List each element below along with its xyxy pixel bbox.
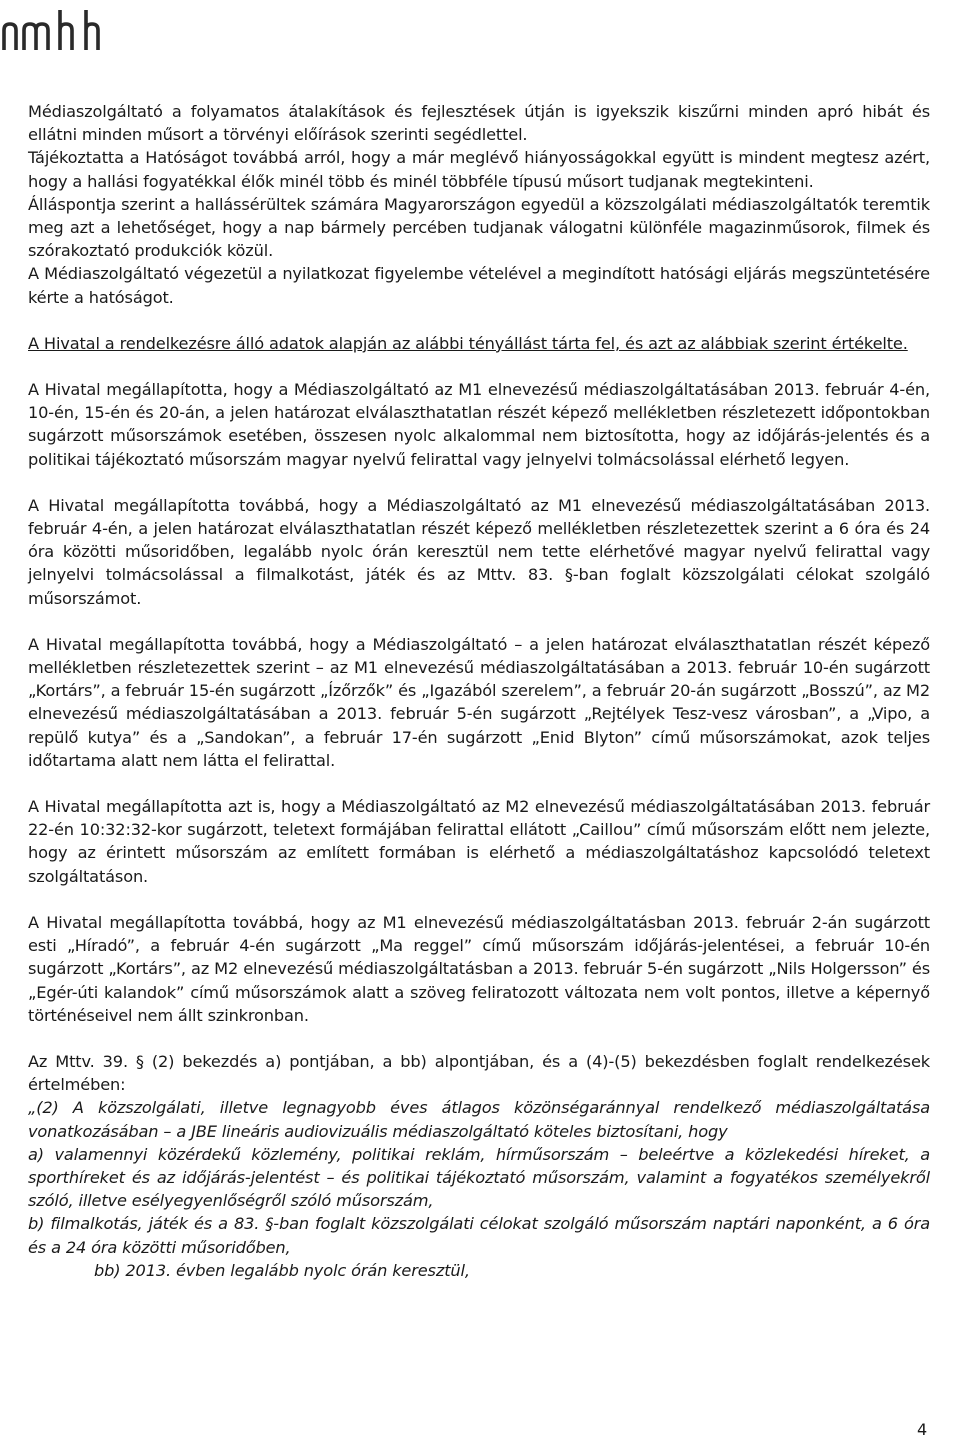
paragraph-1: Médiaszolgáltató a folyamatos átalakítások és fejlesztések útján is igyekszik kiszűrni minden apró hibát és ellátni minden műsort a törvényi előírások szerinti segédlettel.: [28, 102, 930, 145]
paragraph-9: A Hivatal megállapította továbbá, hogy az M1 elnevezésű médiaszolgáltatásban 2013. február 2-án sugárzott esti „Híradó”, a február 4-én sugárzott „Ma reggel” című műsorszám időjárás-jelentései, a február 10-én sugárzott „Kortárs”, az M2 elnevezésű médiaszolgáltatásban a 2013. február 5-én sugárzott „Nils Holgersson” és „Egér-úti kalandok” című műsorszámok alatt a szöveg feliratozott változata nem volt pontos, illetve a képernyő történéseivel nem állt szinkronban.: [28, 912, 930, 1025]
quote-4: bb) 2013. évben legalább nyolc órán keresztül,: [94, 1260, 470, 1280]
paragraph-4: A Médiaszolgáltató végezetül a nyilatkozat figyelembe vételével a megindított hatósági eljárás megszüntetésére kérte a hatóságot.: [28, 264, 930, 307]
paragraph-2: Tájékoztatta a Hatóságot továbbá arról, hogy a már meglévő hiányosságokkal együtt is mindent megtesz azért, hogy a hallási fogyatékkal élők minél több és minél többféle típusú műsort tudjanak megtekinteni.: [28, 148, 930, 191]
logo-text: nmhh: [2, 4, 5, 5]
quote-2: a) valamennyi közérdekű közlemény, politikai reklám, hírműsorszám – beleértve a közlekedési híreket, a sporthíreket és az időjárás-jelentést – és politikai tájékoztató műsorszám, valamint a fogyatékos személyekről szóló, illetve esélyegyenlőségről szóló műsorszám,: [28, 1144, 930, 1211]
paragraph-8: A Hivatal megállapította azt is, hogy a Médiaszolgáltató az M2 elnevezésű médiaszolgáltatásában 2013. február 22-én 10:32:32-kor sugárzott, teletext formájában felirattal ellátott „Caillou” című műsorszám előtt nem jelezte, hogy az érintett műsorszám az említett formában is elérhető a médiaszolgáltatáshoz kapcsolódó teletext szolgáltatáson.: [28, 797, 930, 886]
document-body: [28, 100, 930, 1282]
section-heading: A Hivatal a rendelkezésre álló adatok alapján az alábbi tényállást tárta fel, és azt az alábbiak szerint értékelte.: [28, 333, 908, 353]
paragraph-6: A Hivatal megállapította továbbá, hogy a Médiaszolgáltató az M1 elnevezésű médiaszolgáltatásában 2013. február 4-én, a jelen határozat elválaszthatatlan részét képező mellékletben részletezettek szerint a 6 óra és 24 óra közötti műsoridőben, legalább nyolc órán keresztül nem tette elérhetővé magyar nyelvű felirattal vagy jelnyelvi tolmácsolással a filmalkotást, játék és az Mttv. 83. §-ban foglalt közszolgálati célokat szolgáló műsorszámot.: [28, 495, 930, 608]
paragraph-5: A Hivatal megállapította, hogy a Médiaszolgáltató az M1 elnevezésű médiaszolgáltatásában 2013. február 4-én, 10-én, 15-én és 20-án, a jelen határozat elválaszthatatlan részét képező mellékletben részletezett időpontokban sugárzott műsorszámok esetében, összesen nyolc alkalommal nem biztosította, hogy az időjárás-jelentés és a politikai tájékoztató műsorszám magyar nyelvű felirattal vagy jelnyelvi tolmácsolással elérhető legyen.: [28, 380, 930, 469]
page-number: 4: [917, 1420, 928, 1439]
nmhh-logo: [2, 4, 124, 52]
paragraph-7: A Hivatal megállapította továbbá, hogy a Médiaszolgáltató – a jelen határozat elválaszthatatlan részét képező mellékletben részletezettek szerint – az M1 elnevezésű médiaszolgáltatásában a 2013. február 10-én sugárzott „Kortárs”, a február 15-én sugárzott „Ízőrzők” és „Igazából szerelem”, a február 20-án sugárzott „Bosszú”, az M2 elnevezésű médiaszolgáltatásában a 2013. február 5-én sugárzott „Rejtélyek Tesz-vesz városban”, a „Vipo, a repülő kutya” és a „Sandokan”, a február 17-én sugárzott „Enid Blyton” című műsorszámokat, azok teljes időtartama alatt nem látta el felirattal.: [28, 634, 930, 770]
quote-1: „(2) A közszolgálati, illetve legnagyobb éves átlagos közönségaránnyal rendelkező médiaszolgáltatása vonatkozásában – a JBE lineáris audiovizuális médiaszolgáltató köteles biztosítani, hogy: [28, 1098, 930, 1141]
paragraph-10: Az Mttv. 39. § (2) bekezdés a) pontjában, a bb) alpontjában, és a (4)-(5) bekezdésben foglalt rendelkezések értelmében:: [28, 1051, 930, 1095]
quote-3: b) filmalkotás, játék és a 83. §-ban foglalt közszolgálati célokat szolgáló műsorszám naptári naponként, a 6 óra és a 24 óra közötti műsoridőben,: [28, 1214, 930, 1257]
paragraph-3: Álláspontja szerint a hallássérültek számára Magyarországon egyedül a közszolgálati médiaszolgáltatók teremtik meg azt a lehetőséget, hogy a nap bármely percében tudjanak válogatni különféle magazinműsorok, filmek és szórakoztató produkciók közül.: [28, 194, 930, 261]
